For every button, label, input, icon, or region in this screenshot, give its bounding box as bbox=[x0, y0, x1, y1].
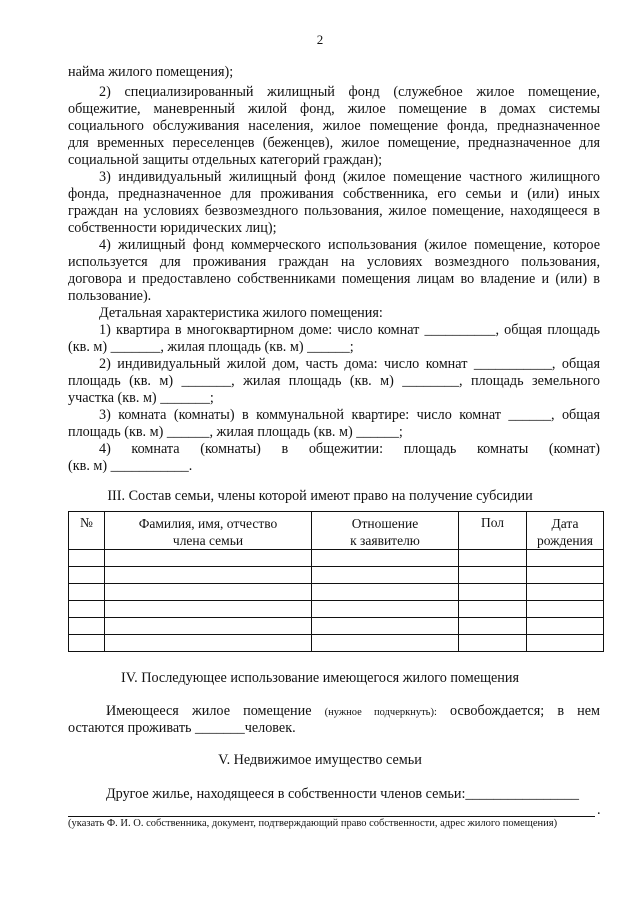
section5-title: V. Недвижимое имущество семьи bbox=[218, 752, 422, 768]
section5-line-1: Другое жилье, находящееся в собственности членов семьи:________________ bbox=[106, 786, 579, 802]
apartment-line-1: 1) квартира в многоквартирном доме: число комнат __________, общая площадь bbox=[99, 322, 600, 338]
dorm-line-1: 4) комната (комнаты) в общежитии: площадь комнаты (комнат) bbox=[99, 441, 600, 457]
apartment-line-2: (кв. м) _______, жилая площадь (кв. м) ______; bbox=[68, 339, 354, 355]
owner-info-note: (указать Ф. И. О. собственника, документ, подтверждающий право собственности, адрес жилого помещения) bbox=[68, 818, 558, 829]
col-relation: Отношение к заявителю bbox=[312, 512, 459, 550]
body-line-11: 4) жилищный фонд коммерческого использования (жилое помещение, которое bbox=[99, 237, 600, 253]
body-line-7: 3) индивидуальный жилищный фонд (жилое помещение частного жилищного bbox=[99, 169, 600, 185]
body-line-2: 2) специализированный жилищный фонд (служебное жилое помещение, bbox=[99, 84, 600, 100]
body-line-14: пользование). bbox=[68, 288, 152, 304]
body-line-5: для временных переселенцев (беженцев), жилое помещение, предназначенное для bbox=[68, 135, 600, 151]
room-line-1: 3) комната (комнаты) в коммунальной квартире: число комнат ______, общая bbox=[99, 407, 600, 423]
body-line-6: социальной защиты отдельных категорий граждан); bbox=[68, 152, 383, 168]
col-number: № bbox=[69, 512, 105, 550]
dorm-line-2: (кв. м) ___________. bbox=[68, 458, 193, 474]
table-row bbox=[69, 618, 604, 635]
table-header-row bbox=[69, 512, 604, 550]
room-line-2: площадь (кв. м) ______, жилая площадь (кв. м) ______; bbox=[68, 424, 403, 440]
body-line-8: фонда, предназначенное для проживания собственника, его семьи и (или) иных bbox=[68, 186, 600, 202]
table-row bbox=[69, 601, 604, 618]
family-table bbox=[68, 511, 604, 652]
owner-info-line[interactable] bbox=[68, 816, 595, 817]
table-row bbox=[69, 550, 604, 567]
section4-title: IV. Последующее использование имеющегося жилого помещения bbox=[120, 670, 520, 686]
section4-note: (нужное подчеркнуть): bbox=[324, 707, 437, 718]
characteristics-heading: Детальная характеристика жилого помещения: bbox=[99, 305, 383, 321]
body-line-1: найма жилого помещения); bbox=[68, 64, 234, 80]
col-fullname: Фамилия, имя, отчество члена семьи bbox=[105, 512, 312, 550]
section4-line-2: остаются проживать _______человек. bbox=[68, 720, 296, 736]
house-line-2: площадь (кв. м) _______, жилая площадь (кв. м) ________, площадь земельного bbox=[68, 373, 600, 389]
table-row bbox=[69, 567, 604, 584]
col-birthdate: Дата рождения bbox=[527, 512, 604, 550]
page-number: 2 bbox=[316, 32, 324, 47]
body-line-12: используется для проживания граждан на условиях возмездного пользования, bbox=[68, 254, 600, 270]
section5-line-end: . bbox=[597, 802, 601, 818]
house-line-1: 2) индивидуальный жилой дом, часть дома: число комнат ___________, общая bbox=[99, 356, 600, 372]
house-line-3: участка (кв. м) _______; bbox=[68, 390, 214, 406]
section4-line-1: Имеющееся жилое помещение (нужное подчеркнуть): освобождается; в нем bbox=[106, 703, 601, 719]
body-line-9: граждан на условиях безвозмездного пользования, жилое помещение, находящееся в bbox=[68, 203, 600, 219]
col-sex: Пол bbox=[459, 512, 527, 550]
section3-title: III. Состав семьи, члены которой имеют право на получение субсидии bbox=[107, 488, 533, 504]
body-line-3: общежитие, маневренный жилой фонд, жилое помещение в домах системы bbox=[68, 101, 600, 117]
table-row bbox=[69, 584, 604, 601]
body-line-10: собственности юридических лиц); bbox=[68, 220, 277, 236]
table-row bbox=[69, 635, 604, 652]
body-line-4: социального обслуживания населения, жилое помещение фонда, предназначенное bbox=[68, 118, 600, 134]
body-line-13: договора и предоставлено собственниками помещения лицам во владение и (или) в bbox=[68, 271, 600, 287]
